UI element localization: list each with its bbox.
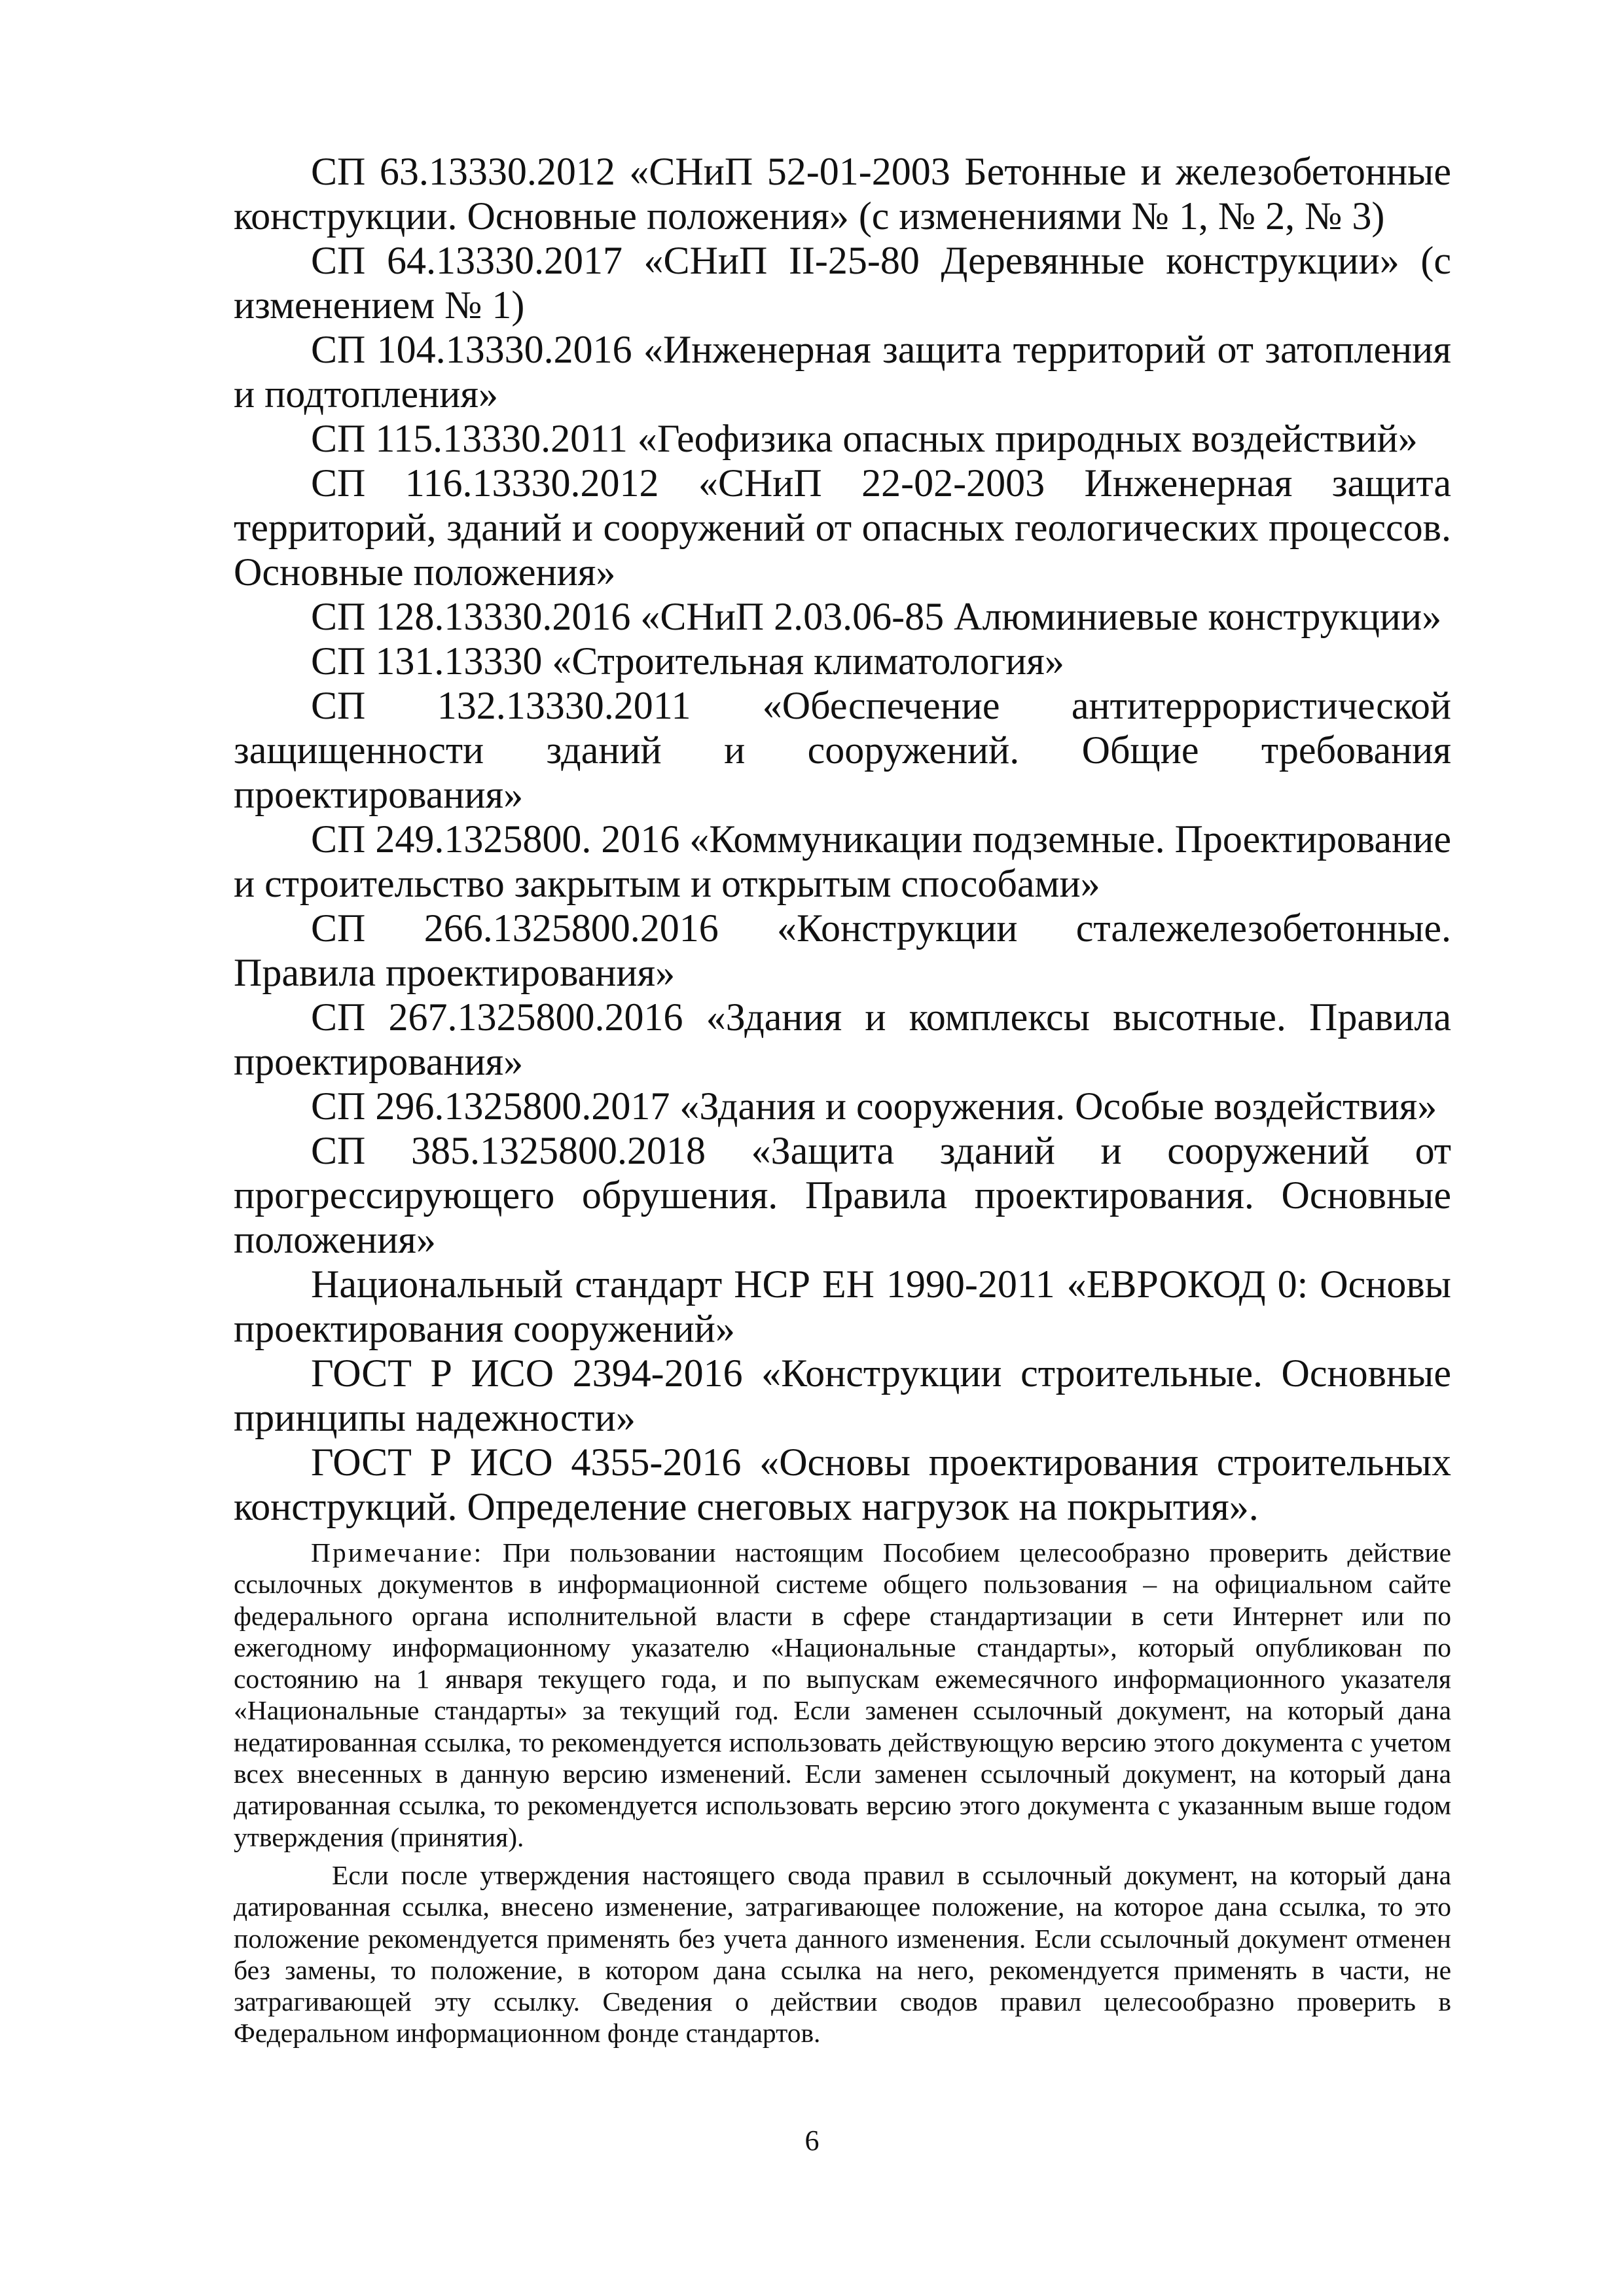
note-text: При пользовании настоящим Пособием целесообразно проверить действие ссылочных документов в информационной системе общего пользования – на официальном сайте федерального органа исполнительной власти в сфере стандартизации в сети Интернет или по ежегодному информационному указателю «Национальные стандарты», который опубликован по состоянию на 1 января текущего года, и по выпускам ежемесячного информационного указателя «Национальные стандарты» за текущий год. Если заменен ссылочный документ, на который дана недатированная ссылка, то рекомендуется использовать действующую версию этого документа с учетом всех внесенных в данную версию изменений. Если заменен ссылочный документ, на который дана датированная ссылка, то рекомендуется использовать версию этого документа с указанным выше годом утверждения (принятия).: [234, 1537, 1451, 1852]
reference-item: СП 116.13330.2012 «СНиП 22-02-2003 Инженерная защита территорий, зданий и сооружений от опасных геологических процессов. Основные положения»: [234, 461, 1451, 594]
note-label: Примечание:: [311, 1537, 484, 1568]
reference-item: СП 132.13330.2011 «Обеспечение антитеррористической защищенности зданий и сооружений. Общие требования проектирования»: [234, 684, 1451, 816]
reference-item: СП 104.13330.2016 «Инженерная защита территорий от затопления и подтопления»: [234, 328, 1451, 416]
note-paragraph-2: Если после утверждения настоящего свода правил в ссылочный документ, на который дана датированная ссылка, внесено изменение, затрагивающее положение, на которое дана ссылка, то это положение рекомендуется применять без учета данного изменения. Если ссылочный документ отменен без замены, то положение, в котором дана ссылка на него, рекомендуется применять в части, не затрагивающей эту ссылку. Сведения о действии сводов правил целесообразно проверить в Федеральном информационном фонде стандартов.: [234, 1859, 1451, 2049]
reference-item: СП 131.13330 «Строительная климатология»: [311, 639, 1064, 683]
page-number: 6: [804, 2125, 820, 2157]
reference-item: СП 115.13330.2011 «Геофизика опасных природных воздействий»: [311, 417, 1418, 460]
reference-item: ГОСТ Р ИСО 4355-2016 «Основы проектирования строительных конструкций. Определение снеговых нагрузок на покрытия».: [234, 1441, 1451, 1528]
reference-item: СП 266.1325800.2016 «Конструкции сталежелезобетонные. Правила проектирования»: [234, 906, 1451, 994]
reference-item: Национальный стандарт НСР ЕН 1990-2011 «ЕВРОКОД 0: Основы проектирования сооружений»: [234, 1263, 1451, 1350]
reference-item: СП 296.1325800.2017 «Здания и сооружения. Особые воздействия»: [311, 1085, 1437, 1128]
reference-item: СП 385.1325800.2018 «Защита зданий и сооружений от прогрессирующего обрушения. Правила проектирования. Основные положения»: [234, 1129, 1451, 1261]
reference-item: СП 249.1325800. 2016 «Коммуникации подземные. Проектирование и строительство закрытым и открытым способами»: [234, 817, 1451, 905]
document-page: [234, 149, 1451, 2049]
reference-item: СП 64.13330.2017 «СНиП II-25-80 Деревянные конструкции» (с изменением № 1): [234, 239, 1451, 327]
reference-item: СП 267.1325800.2016 «Здания и комплексы высотные. Правила проектирования»: [234, 996, 1451, 1083]
reference-item: ГОСТ Р ИСО 2394-2016 «Конструкции строительные. Основные принципы надежности»: [234, 1352, 1451, 1439]
note-block: [234, 1537, 1451, 2049]
reference-item: СП 63.13330.2012 «СНиП 52-01-2003 Бетонные и железобетонные конструкции. Основные положения» (с изменениями № 1, № 2, № 3): [234, 150, 1451, 238]
note-paragraph: [234, 1537, 1451, 1853]
reference-list: [234, 149, 1451, 1529]
reference-item: СП 128.13330.2016 «СНиП 2.03.06-85 Алюминиевые конструкции»: [311, 595, 1442, 638]
